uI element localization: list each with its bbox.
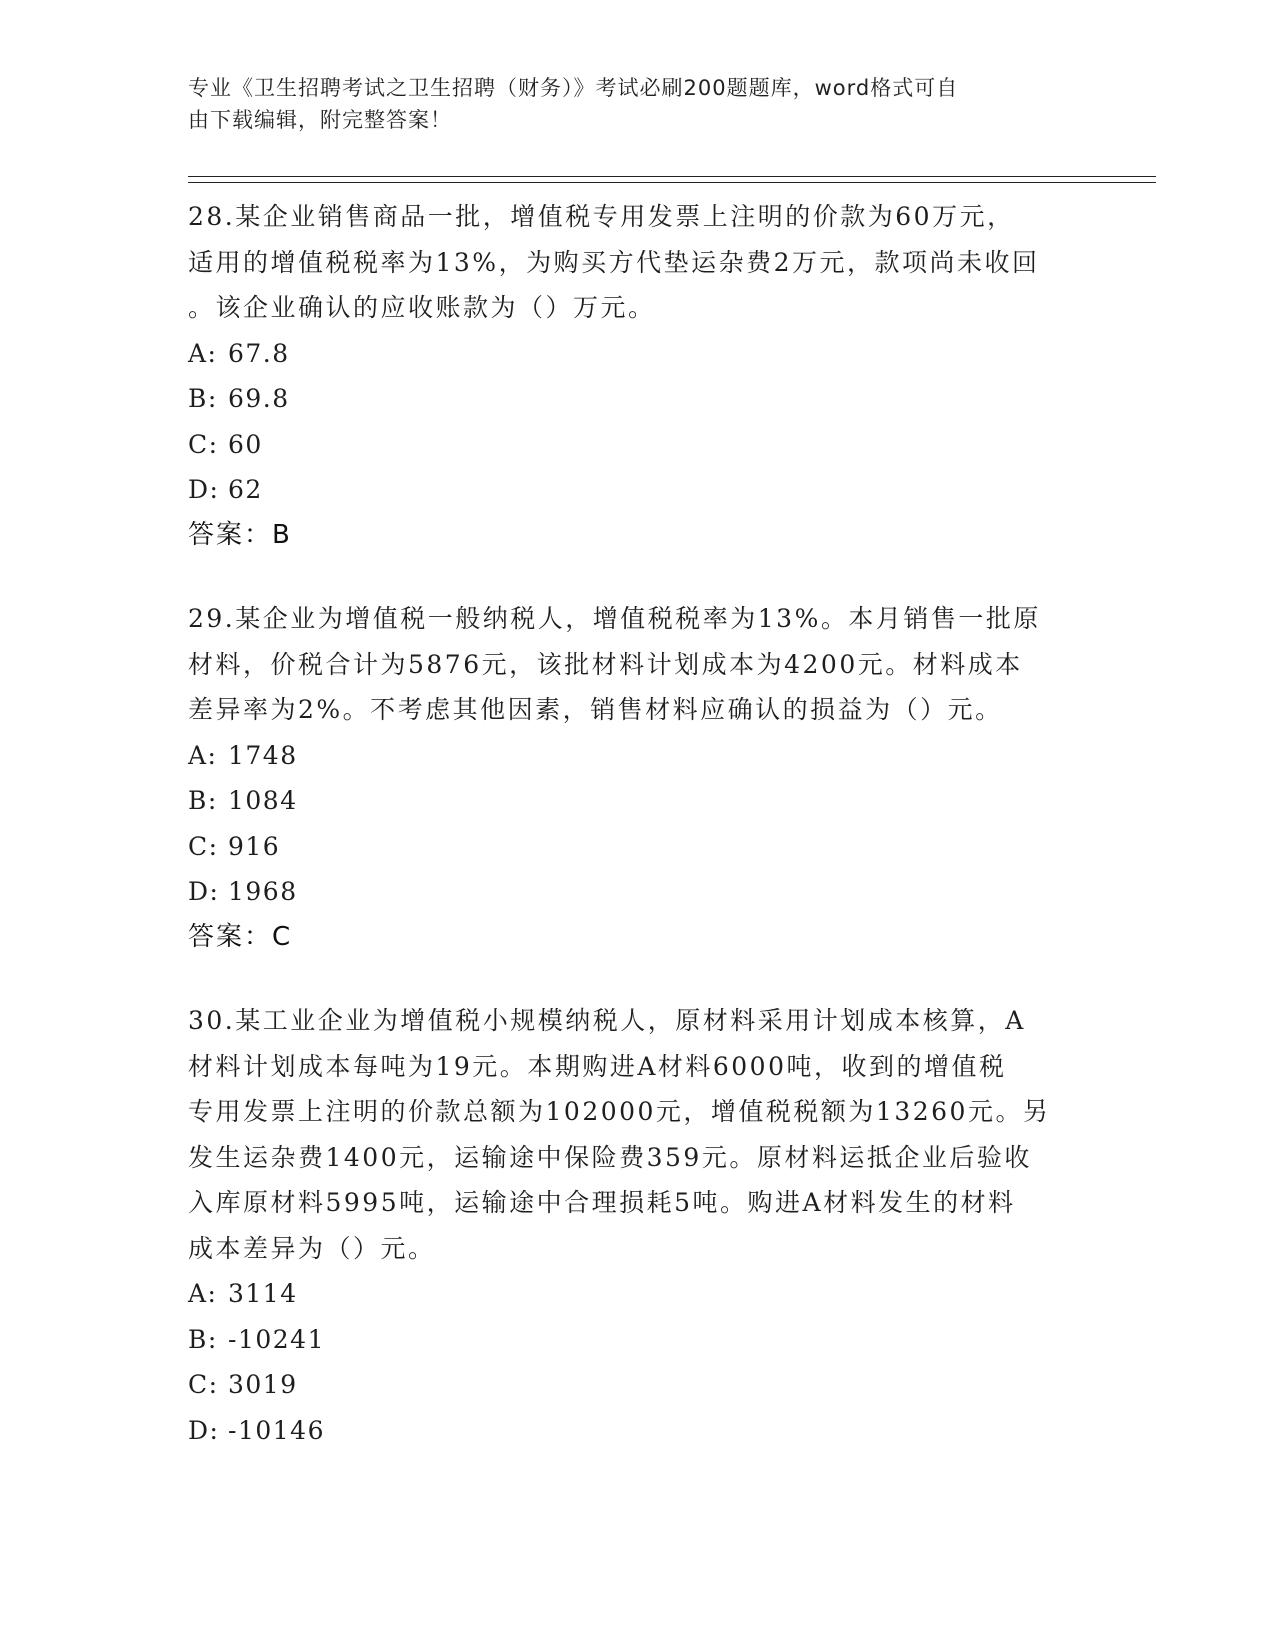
question-text-line: 28.某企业销售商品一批，增值税专用发票上注明的价款为60万元， — [188, 202, 1015, 231]
option-d — [188, 869, 1088, 915]
question-text-line: 专用发票上注明的价款总额为102000元，增值税税额为13260元。另 — [188, 1097, 1051, 1126]
option-d — [188, 467, 1088, 513]
option-c — [188, 1362, 1088, 1408]
question-text-line: 。该企业确认的应收账款为（）万元。 — [188, 293, 656, 322]
option-b — [188, 1317, 1088, 1363]
option-value: 62 — [228, 475, 263, 504]
option-b — [188, 376, 1088, 422]
option-letter: B: — [188, 1324, 218, 1354]
option-value: 60 — [228, 429, 263, 459]
option-letter: A: — [188, 740, 218, 770]
header-line: 专业《卫生招聘考试之卫生招聘（财务）》考试必刷200题题库，word格式可自 — [188, 76, 959, 100]
option-value: 3019 — [228, 1370, 298, 1399]
option-value: 916 — [228, 831, 281, 861]
question-text-line: 入库原材料5995吨，运输途中合理损耗5吨。购进A材料发生的材料 — [188, 1188, 1016, 1217]
question-text-line: 29.某企业为增值税一般纳税人，增值税税率为13%。本月销售一批原 — [188, 604, 1041, 633]
question-text-line: 30.某工业企业为增值税小规模纳税人，原材料采用计划成本核算，A — [188, 1006, 1026, 1035]
question-text-line: 差异率为2%。不考虑其他因素，销售材料应确认的损益为（）元。 — [188, 695, 1003, 724]
question-text-line: 适用的增值税税率为13%，为购买方代垫运杂费2万元，款项尚未收回 — [188, 247, 1040, 277]
option-c — [188, 422, 1088, 468]
option-value: 1084 — [228, 786, 298, 815]
option-c — [188, 824, 1088, 870]
option-a — [188, 1271, 1088, 1317]
option-value: 67.8 — [228, 338, 290, 368]
option-value: 1968 — [228, 877, 298, 906]
option-value: 1748 — [228, 740, 298, 770]
option-letter: D: — [188, 1415, 220, 1445]
option-d — [188, 1408, 1088, 1454]
option-letter: A: — [188, 1279, 218, 1308]
option-value: 69.8 — [228, 384, 290, 413]
answer-line: 答案：B — [188, 519, 292, 550]
option-letter: B: — [188, 384, 218, 413]
option-letter: C: — [188, 429, 219, 459]
question-text-line: 成本差异为（）元。 — [188, 1233, 436, 1263]
option-letter: B: — [188, 786, 218, 815]
option-letter: D: — [188, 877, 220, 906]
header-divider-top — [188, 176, 1156, 177]
option-value: 3114 — [228, 1279, 298, 1308]
option-letter: A: — [188, 338, 218, 368]
option-value: -10146 — [228, 1415, 325, 1445]
question-29 — [188, 596, 1088, 960]
question-text-line: 发生运杂费1400元，运输途中保险费359元。原材料运抵企业后验收 — [188, 1142, 1032, 1172]
answer-line: 答案：C — [188, 921, 293, 952]
option-a — [188, 331, 1088, 377]
document-header — [188, 72, 1068, 136]
question-30 — [188, 998, 1088, 1453]
option-letter: D: — [188, 475, 220, 504]
question-text-line: 材料计划成本每吨为19元。本期购进A材料6000吨，收到的增值税 — [188, 1051, 1007, 1081]
option-a — [188, 733, 1088, 779]
question-28 — [188, 194, 1088, 558]
question-text-line: 材料，价税合计为5876元，该批材料计划成本为4200元。材料成本 — [188, 649, 1023, 679]
option-letter: C: — [188, 831, 219, 861]
option-value: -10241 — [228, 1324, 325, 1354]
header-line: 由下载编辑，附完整答案！ — [188, 108, 452, 132]
option-letter: C: — [188, 1370, 219, 1399]
header-divider-bottom — [188, 182, 1156, 183]
option-b — [188, 778, 1088, 824]
